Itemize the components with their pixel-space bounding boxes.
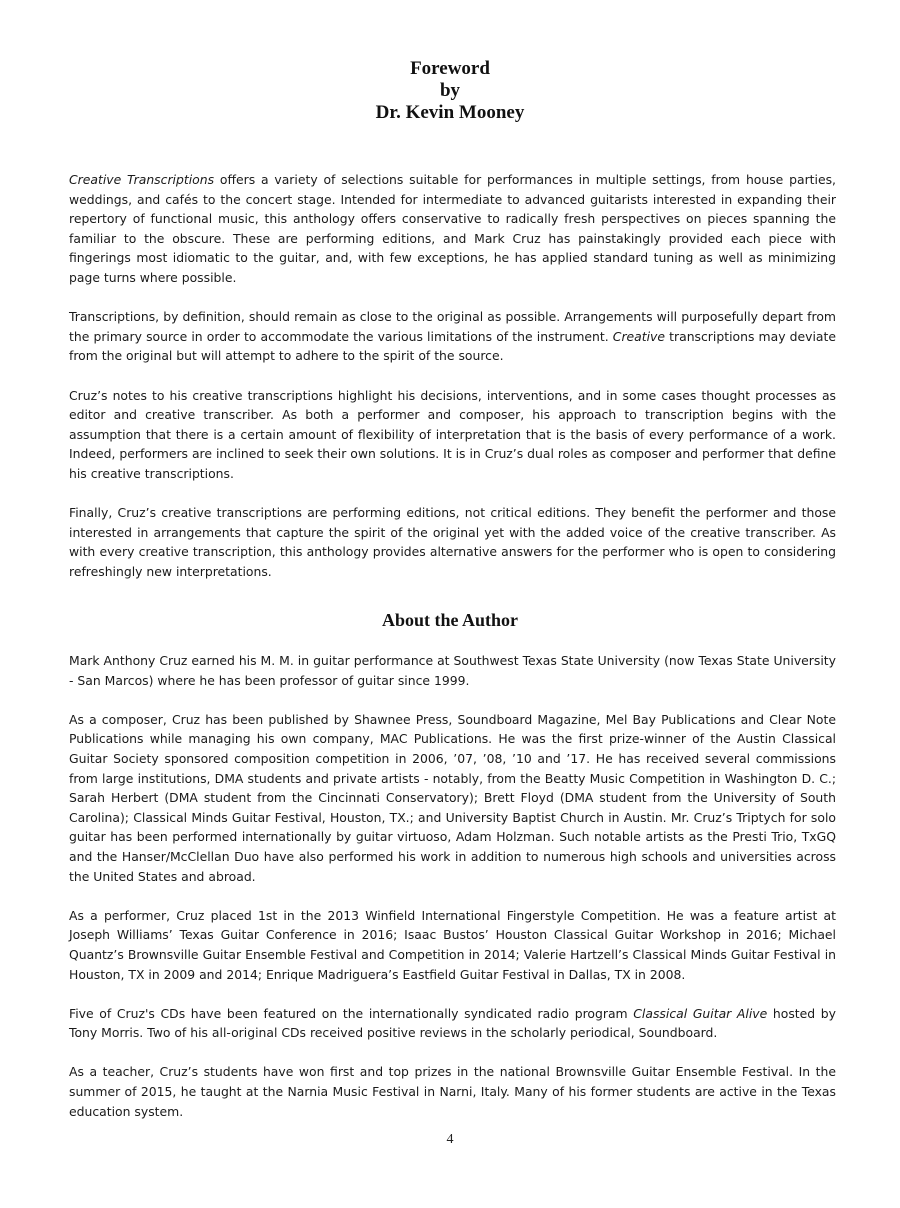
about-paragraph-4-italic: Classical Guitar Alive: [633, 1005, 768, 1021]
foreword-title: [0, 58, 900, 124]
about-author-body: [69, 651, 836, 1141]
about-paragraph-4-text-end: hosted by Tony Morris. Two of his all-original CDs received positive reviews in the scholarly periodical, Soundboard.: [69, 1005, 836, 1041]
foreword-paragraph-2: [69, 307, 836, 366]
about-paragraph-4-text-start: Five of Cruz's CDs have been featured on the internationally syndicated radio program: [69, 1005, 634, 1021]
about-paragraph-2: As a composer, Cruz has been published by Shawnee Press, Soundboard Magazine, Mel Bay Publications and Clear Note Publications while managing his own company, MAC Publications. He was the first prize-winner of the Austin Classical Guitar Society sponsored composition competition in 2006, ’07, ’08, ’10 and ’17. He has received several commissions from large institutions, DMA students and private artists - notably, from the Beatty Music Competition in Washington D. C.; Sarah Herbert (DMA student from the Cincinnati Conservatory); Brett Floyd (DMA student from the University of South Carolina); Classical Minds Guitar Festival, Houston, TX.; and University Baptist Church in Austin. Mr. Cruz’s Triptych for solo guitar has been performed internationally by guitar virtuoso, Adam Holzman. Such notable artists as the Presti Trio, TxGQ and the Hanser/McClellan Duo have also performed his work in addition to numerous high schools and universities across the United States and abroad.: [69, 711, 836, 884]
about-paragraph-1: Mark Anthony Cruz earned his M. M. in guitar performance at Southwest Texas State University (now Texas State University - San Marcos) where he has been professor of guitar since 1999.: [69, 653, 836, 688]
about-paragraph-4: [69, 1004, 836, 1043]
foreword-title-author: Dr. Kevin Mooney: [375, 102, 525, 123]
about-paragraph-3: As a performer, Cruz placed 1st in the 2013 Winfield International Fingerstyle Competition. He was a feature artist at Joseph Williams’ Texas Guitar Conference in 2016; Isaac Bustos’ Houston Classical Guitar Workshop in 2016; Michael Quantz’s Brownsville Guitar Ensemble Festival and Competition in 2014; Valerie Hartzell’s Classical Minds Guitar Festival in Houston, TX in 2009 and 2014; Enrique Madriguera’s Eastfield Guitar Festival in Dallas, TX in 2008.: [69, 907, 836, 982]
foreword-title-line-1: Foreword: [410, 58, 490, 79]
about-author-heading: About the Author: [381, 610, 519, 630]
about-paragraph-5: As a teacher, Cruz’s students have won first and top prizes in the national Brownsville Guitar Ensemble Festival. In the summer of 2015, he taught at the Narnia Music Festival in Narni, Italy. Many of his former students are active in the Texas education system.: [69, 1064, 836, 1119]
foreword-paragraph-3: Cruz’s notes to his creative transcriptions highlight his decisions, interventions, and in some cases thought processes as editor and creative transcriber. As both a performer and composer, his approach to transcription begins with the assumption that there is a certain amount of flexibility of interpretation that is the basis of every performance of a work. Indeed, performers are inclined to seek their own solutions. It is in Cruz’s dual roles as composer and performer that define his creative transcriptions.: [69, 387, 836, 481]
foreword-paragraph-2-text-end: transcriptions may deviate from the original but will attempt to adhere to the spirit of the source.: [69, 328, 836, 364]
foreword-title-line-2: by: [439, 80, 461, 101]
foreword-paragraph-1-text: offers a variety of selections suitable for performances in multiple settings, from house parties, weddings, and cafés to the concert stage. Intended for intermediate to advanced guitarists interested in expanding their repertory of functional music, this anthology offers conservative to radically fresh perspectives on pieces spanning the familiar to the obscure. These are performing editions, and Mark Cruz has painstakingly provided each piece with fingerings most idiomatic to the guitar, and, with few exceptions, he has applied standard tuning as well as minimizing page turns where possible.: [69, 172, 836, 285]
foreword-paragraph-4: Finally, Cruz’s creative transcriptions are performing editions, not critical editions. They benefit the performer and those interested in arrangements that capture the spirit of the original yet with the added voice of the creative transcriber. As with every creative transcription, this anthology provides alternative answers for the performer who is open to considering refreshingly new interpretations.: [69, 505, 836, 579]
foreword-paragraph-2-text-start: Transcriptions, by definition, should remain as close to the original as possible. Arrangements will purposefully depart from the primary source in order to accommodate the various limitations of the instrument.: [69, 309, 836, 344]
foreword-body: [69, 170, 836, 601]
page-number: 4: [446, 1132, 454, 1147]
foreword-paragraph-1-italic: Creative Transcriptions: [69, 172, 215, 187]
foreword-paragraph-2-italic: Creative: [612, 328, 666, 344]
foreword-paragraph-1: [69, 170, 836, 288]
